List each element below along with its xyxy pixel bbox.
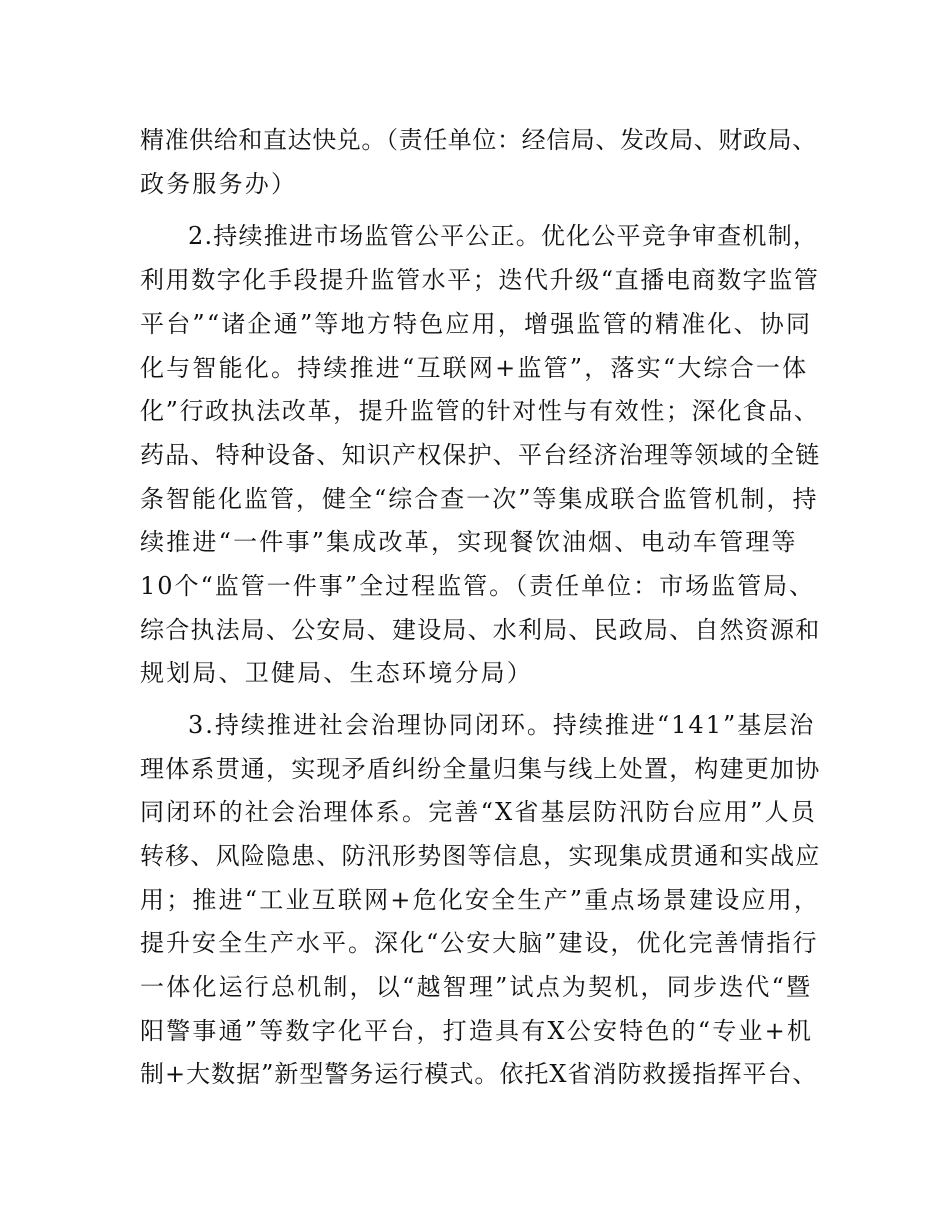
paragraph-2-line-1: 理体系贯通，实现矛盾纠纷全量归集与线上处置，构建更加协 xyxy=(140,755,821,783)
paragraph-0-line-0: 精准供给和直达快兑。（责任单位：经信局、发改局、财政局、 xyxy=(140,126,817,154)
paragraph-1-line-0: 2.持续推进市场监管公平公正。优化公平竞争审查机制， xyxy=(188,222,819,250)
paragraph-2-line-8: 制+大数据”新型警务运行模式。依托X省消防救援指挥平台、 xyxy=(140,1060,818,1088)
paragraph-1-line-2: 平台”“诸企通”等地方特色应用，增强监管的精准化、协同 xyxy=(140,310,813,338)
paragraph-1-line-8: 10个“监管一件事”全过程监管。（责任单位：市场监管局、 xyxy=(140,572,816,600)
paragraph-2-line-0: 3.持续推进社会治理协同闭环。持续推进“141”基层治 xyxy=(188,711,816,739)
paragraph-1-line-6: 条智能化监管，健全“综合查一次”等集成联合监管机制，持 xyxy=(140,485,819,513)
paragraph-2-line-5: 提升安全生产水平。深化“公安大脑”建设，优化完善情指行 xyxy=(140,929,819,957)
paragraph-2-line-7: 阳警事通”等数字化平台，打造具有X公安特色的“专业+机 xyxy=(140,1017,814,1045)
paragraph-2-line-3: 转移、风险隐患、防汛形势图等信息，实现集成贯通和实战应 xyxy=(140,842,821,870)
paragraph-1-line-9: 综合执法局、公安局、建设局、水利局、民政局、自然资源和 xyxy=(140,616,821,644)
paragraph-1-line-5: 药品、特种设备、知识产权保护、平台经济治理等领域的全链 xyxy=(140,441,821,469)
paragraph-1-line-10: 规划局、卫健局、生态环境分局） xyxy=(140,659,533,687)
paragraph-1-line-1: 利用数字化手段提升监管水平；迭代升级“直播电商数字监管 xyxy=(140,266,820,294)
paragraph-2-line-6: 一体化运行总机制，以“越智理”试点为契机，同步迭代“暨 xyxy=(140,973,813,1001)
paragraph-0-line-1: 政务服务办） xyxy=(140,170,298,198)
paragraph-2-line-4: 用；推进“工业互联网+危化安全生产”重点场景建设应用， xyxy=(140,886,821,914)
paragraph-1-line-3: 化与智能化。持续推进“互联网+监管”，落实“大综合一体 xyxy=(140,354,809,382)
paragraph-2-line-2: 同闭环的社会治理体系。完善“X省基层防汛防台应用”人员 xyxy=(140,798,818,826)
paragraph-1-line-4: 化”行政执法改革，提升监管的针对性与有效性；深化食品、 xyxy=(140,397,820,425)
paragraph-1-line-7: 续推进“一件事”集成改革，实现餐饮油烟、电动车管理等 xyxy=(140,528,798,556)
